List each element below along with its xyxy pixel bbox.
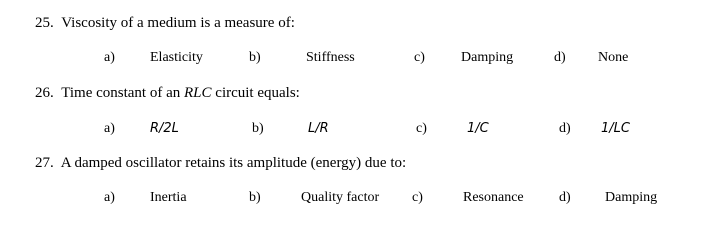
option-c-letter: c) bbox=[416, 121, 427, 136]
question-number: 27. bbox=[35, 155, 54, 171]
option-d-letter: d) bbox=[559, 121, 571, 136]
option-d-letter: d) bbox=[554, 50, 566, 65]
option-c-letter: c) bbox=[412, 190, 423, 205]
option-a-letter: a) bbox=[104, 190, 115, 205]
option-a-text: Inertia bbox=[150, 190, 187, 205]
question-number: 25. bbox=[35, 15, 54, 31]
option-d-letter: d) bbox=[559, 190, 571, 205]
option-c-text: Damping bbox=[461, 50, 514, 65]
option-b-letter: b) bbox=[252, 121, 264, 136]
option-a-text: R/2L bbox=[150, 121, 179, 136]
option-d-text: Damping bbox=[605, 190, 658, 205]
option-a-letter: a) bbox=[104, 121, 115, 136]
option-d-text: None bbox=[598, 50, 629, 65]
option-c-letter: c) bbox=[414, 50, 425, 65]
question-text: A damped oscillator retains its amplitude (energy) due to: bbox=[60, 155, 407, 171]
question-27-options bbox=[0, 190, 703, 210]
question-text-before: Time constant of an bbox=[61, 85, 181, 101]
question-math: RLC bbox=[184, 85, 212, 101]
question-text: Viscosity of a medium is a measure of: bbox=[61, 15, 295, 31]
option-b-text: Quality factor bbox=[301, 190, 380, 205]
option-c-text: Resonance bbox=[463, 190, 524, 205]
option-a-letter: a) bbox=[104, 50, 115, 65]
option-b-text: Stiffness bbox=[306, 50, 355, 65]
question-27 bbox=[35, 155, 406, 172]
option-b-letter: b) bbox=[249, 50, 261, 65]
question-25-options bbox=[0, 50, 703, 70]
question-number: 26. bbox=[35, 85, 54, 101]
option-b-letter: b) bbox=[249, 190, 261, 205]
question-text-after: circuit equals: bbox=[215, 85, 300, 101]
option-b-text: L/R bbox=[308, 121, 329, 136]
question-25 bbox=[35, 15, 295, 32]
option-c-text: 1/C bbox=[467, 121, 489, 136]
option-a-text: Elasticity bbox=[150, 50, 203, 65]
option-d-text: 1/LC bbox=[601, 121, 630, 136]
question-26 bbox=[35, 85, 300, 102]
question-26-options bbox=[0, 121, 703, 141]
